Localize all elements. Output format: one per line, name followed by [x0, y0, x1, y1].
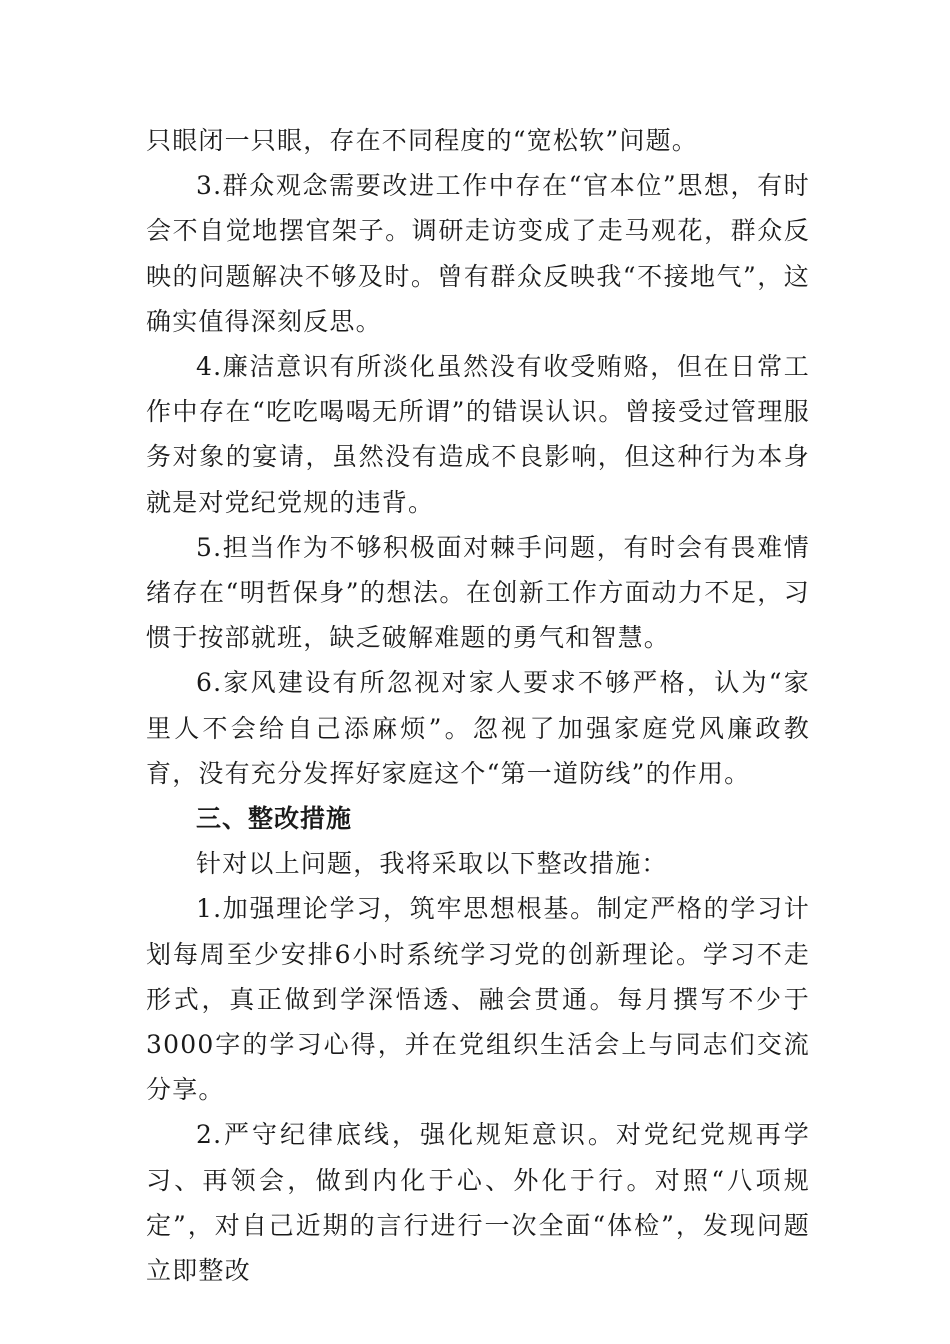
document-body [146, 118, 810, 1293]
paragraph-measure-1: 1.加强理论学习，筑牢思想根基。制定严格的学习计划每周至少安排6小时系统学习党的创新理论。学习不走形式，真正做到学深悟透、融会贯通。每月撰写不少于3000字的学习心得，并在党组织生活会上与同志们交流分享。 [146, 894, 810, 1105]
section-heading: 三、整改措施 [196, 804, 353, 834]
paragraph-item-3: 3.群众观念需要改进工作中存在“官本位”思想，有时会不自觉地摆官架子。调研走访变成了走马观花，群众反映的问题解决不够及时。曾有群众反映我“不接地气”，这确实值得深刻反思。 [146, 171, 810, 336]
paragraph-item-5: 5.担当作为不够积极面对棘手问题，有时会有畏难情绪存在“明哲保身”的想法。在创新工作方面动力不足，习惯于按部就班，缺乏破解难题的勇气和智慧。 [146, 532, 810, 653]
paragraph-item-4: 4.廉洁意识有所淡化虽然没有收受贿赂，但在日常工作中存在“吃吃喝喝无所谓”的错误认识。曾接受过管理服务对象的宴请，虽然没有造成不良影响，但这种行为本身就是对党纪党规的违背。 [146, 352, 810, 517]
paragraph-continuation: 只眼闭一只眼，存在不同程度的“宽松软”问题。 [146, 126, 698, 155]
paragraph-intro: 针对以上问题，我将采取以下整改措施： [196, 849, 668, 879]
paragraph-item-6: 6.家风建设有所忽视对家人要求不够严格，认为“家里人不会给自己添麻烦”。忽视了加强家庭党风廉政教育，没有充分发挥好家庭这个“第一道防线”的作用。 [146, 668, 810, 788]
paragraph-measure-2: 2.严守纪律底线，强化规矩意识。对党纪党规再学习、再领会，做到内化于心、外化于行。对照“八项规定”，对自己近期的言行进行一次全面“体检”，发现问题立即整改 [146, 1120, 810, 1286]
